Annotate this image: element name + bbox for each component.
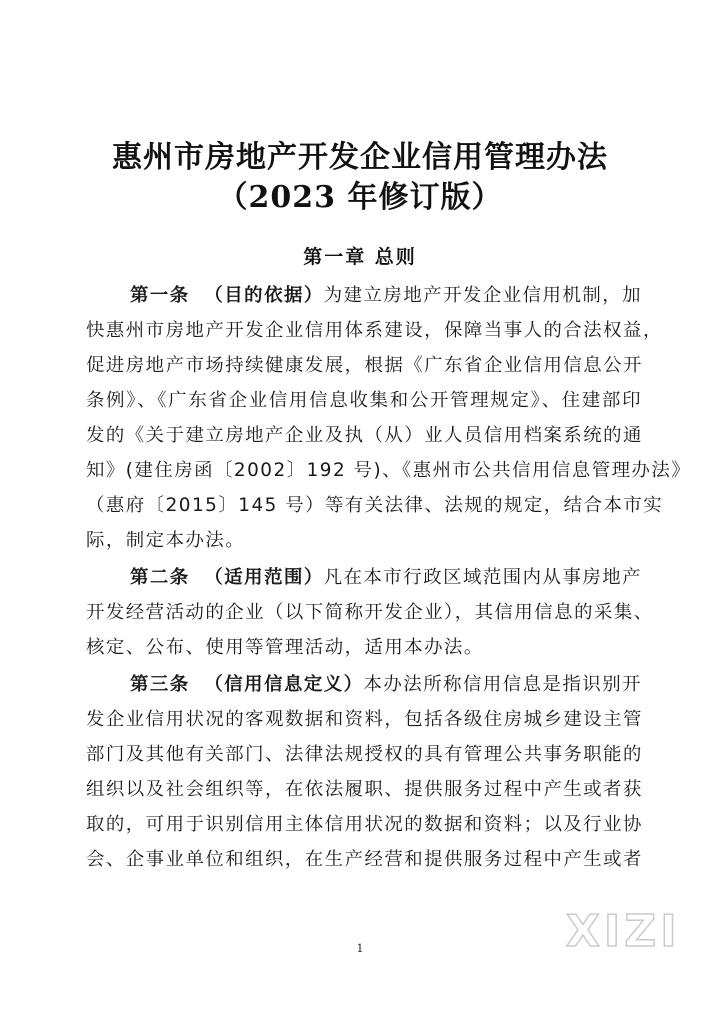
document-subtitle: （2023 年修订版）	[217, 180, 503, 215]
paragraph-line: 会、企事业单位和组织，在生产经营和提供服务过程中产生或者	[86, 849, 643, 870]
watermark-logo: XIZI	[566, 906, 681, 957]
article-text: 为建立房地产开发企业信用机制，加	[323, 285, 643, 306]
paragraph-line: 开发经营活动的企业（以下简称开发企业），其信用信息的采集、	[86, 602, 654, 623]
paragraph-line: 发的《关于建立房地产企业及执（从）业人员信用档案系统的通	[86, 425, 643, 446]
page-number: 1	[356, 942, 364, 955]
article-3-first-line	[130, 670, 642, 696]
paragraph-line: 取的，可用于识别信用主体信用状况的数据和资料；以及行业协	[86, 814, 643, 835]
article-label: 第三条	[130, 674, 190, 695]
article-text: 本办法所称信用信息是指识别开	[363, 674, 643, 695]
paragraph-line: 知》(建住房函〔2002〕192 号)、《惠州市公共信用信息管理办法》	[86, 460, 692, 481]
article-1-first-line	[130, 281, 642, 307]
article-heading: （适用范围）	[204, 567, 324, 588]
paragraph-line: 核定、公布、使用等管理活动，适用本办法。	[86, 637, 484, 658]
document-title: 惠州市房地产开发企业信用管理办法	[112, 140, 608, 175]
article-label: 第二条	[130, 567, 190, 588]
article-label: 第一条	[130, 285, 190, 306]
paragraph-line: 部门及其他有关部门、法律法规授权的具有管理公共事务职能的	[86, 744, 643, 765]
article-2-first-line	[130, 563, 642, 589]
paragraph-line: 组织以及社会组织等，在依法履职、提供服务过程中产生或者获	[86, 779, 643, 800]
article-heading: （信用信息定义）	[204, 674, 364, 695]
article-heading: （目的依据）	[204, 285, 324, 306]
paragraph-line: 条例》、《广东省企业信用信息收集和公开管理规定》、住建部印	[86, 390, 642, 411]
paragraph-line: 促进房地产市场持续健康发展，根据《广东省企业信用信息公开	[86, 355, 643, 376]
paragraph-line: （惠府〔2015〕145 号）等有关法律、法规的规定，结合本市实	[86, 495, 664, 516]
paragraph-line: 发企业信用状况的客观数据和资料，包括各级住房城乡建设主管	[86, 709, 643, 730]
chapter-heading: 第一章 总则	[303, 246, 417, 268]
paragraph-line: 际，制定本办法。	[86, 530, 246, 551]
paragraph-line: 快惠州市房地产开发企业信用体系建设，保障当事人的合法权益，	[86, 320, 663, 341]
article-text: 凡在本市行政区域范围内从事房地产	[323, 567, 643, 588]
